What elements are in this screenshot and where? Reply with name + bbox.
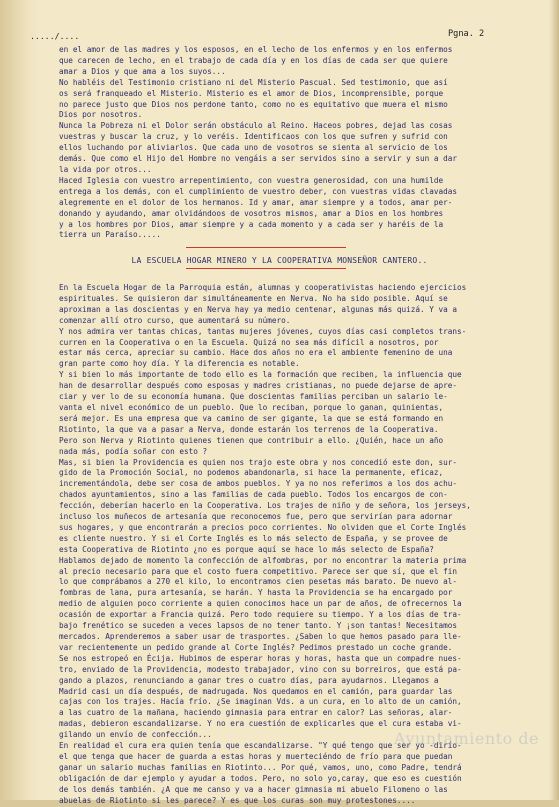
archive-watermark: Ayuntamiento de bbox=[394, 729, 539, 748]
page-number: Pgna. 2 bbox=[448, 29, 485, 39]
body-paragraph-1: en el amor de las madres y los esposos, en el lecho de los enfermos y en los enfermos que carecen de lecho, en el trabajo de cada día y en los días de cada ser que quiere amar a Dios y que ama a los suyos... No habléis del Testimonio cristiano ni del Misterio Pascual. Sed testimonio, que así os será franqueado el Misterio. Misterio es el amor de Dios, incomprensible, porque no parece justo que Dios nos perdone tanto, como no es equitativo que muera el mismo Dios por nosotros. Nunca la Pobreza ni el Dolor serán obstáculo al Reino. Haceos pobres, dejad las cosas vuestras y buscar la cruz, y lo veréis. Identificaos con los que sufren y sufrid con ellos luchando por aliviarlos. Que cada uno de vosotros se sienta al servicio de los demás. Que como el Hijo del Hombre no vengáis a ser servidos sino a servir y sun a dar la vida por otros... Haced Iglesia con vuestro arrepentimiento, con vuestra generosidad, con una humilde entrega a los demás, con el cumplimiento de vuestro deber, con vuestras vidas clavadas alegremente en el dolor de los hermanos. Id y amar, amar siempre y a todos, amar per- donando y ayudando, amar olvidándoos de vosotros mismos, amar a Dios en los hombres y a los hombres por Dios, amar siempre y a cada momento y a cada ser y haréis de la tierra un Paraíso..... bbox=[59, 45, 458, 240]
continuation-mark: ...../.... bbox=[30, 31, 80, 41]
paper-edge-shadow-right bbox=[549, 0, 559, 800]
body-paragraph-2: En la Escuela Hogar de la Parroquia están, alumnas y cooperativistas haciendo ejercicios espirituales. Se quisieron dar simultáneamente en Nerva. No ha sido posible. Aquí se aproximan a las doscientas y en Nerva hay ya medio centenar, algunas más quizá. Y va a comenzar allí otro curso, que aumentará su número. Y nos admira ver tantas chicas, tantas mujeres jóvenes, cuyos días casi completos trans- curren en la Cooperativa o en la Escuela. Quizá no sea más difícil a nosotros, por estar más cerca, apreciar su cambio. Hace dos años no era el ambiente femenino de una gran parte como hoy día. Y la diferencia es notable. Y si bien lo más importante de todo ello es la formación que reciben, la influencia que han de desarrollar después como esposas y madres cristianas, no puede dejarse de apre- ciar y ver lo de su economía humana. Que doscientas familias perciban un salario le- vanta el nivel económico de un pueblo. Que lo reciban, porque lo ganan, quinientas, será mejor. Es una empresa que va camino de ser gigante, la que se está formando en Riotinto, la que va a pasar a Nerva, donde estarán los terrenos de la Cooperativa. Pero son Nerva y Riotinto quienes tienen que contribuir a ello. ¿Quién, hace un año nada más, podía soñar con esto ? Mas, si bien la Providencia es quien nos trajo este obra y nos concedió este don, sur- gido de la Promoción Social, no podemos abandonarla, si hace la permanente, eficaz, incrementándola, debe ser cosa de ambos pueblos. Y ya no nos referimos a los dos achu- chados ayuntamientos, sino a las familias de cada pueblo. Todos los encargos de con- fección, deberían hacerlo en la Cooperativa. Los trajes de niño y de señora, los jerseys, incluso los muñecos de artesanía que reconocemos fue, pero que servirían para adornar sus hogares, y que encontrarán a precios poco corrientes. No olviden que el Corte Inglés es cliente nuestro. Y si el Corte Inglés es lo más selecto de España, y se provee de esta Cooperativa de Riotinto ¿no es porque aquí se hace lo más selecto de España? Hablamos dejado de momento la confección de alfombras, por no encontrar la materia prima al precio necesario para que el costo fuera competitivo. Parece ser que sí, que el fin lo que comprábamos a 270 el kilo, lo encontramos cien pesetas más barato. De nuevo al- fombras de lana, pura artesanía, se harán. Y hasta la Providencia se ha encargado por medio de alguien poco corriente a quien conocimos hace un par de años, de ofrecernos la ocasión de exportar a Francia quizá. Pero todo requiere su tiempo. Y a los días de tra- bajo frenético se suceden a veces lapsos de no tener tanto. Y ¡son tantas! Necesitamos mercados. Aprenderemos a saber usar de trasportes. ¿Saben lo que hemos pasado para lle- var recientemente un pedido grande al Corte Inglés? Pedimos prestado un coche grande. Se nos estropeó en Écija. Hubimos de esperar horas y horas, hasta que un compadre nues- tro, enviado de la Providencia, modesto trabajador, vino con su borreiros, que está pa- gando a plazos, renunciando a ganar tres o cuatro días, para ayudarnos. Llegamos a Madrid casi un día después, de madrugada. Nos quedamos en el camión, para guardar las cajas con los trajes. Hacía frío. ¿Se imaginan Vds. a un cura, en lo alto de un camión, a las cuatro de la mañana, haciendo gimnasia para entrar en calor? Las señoras, alar- madas, debieron escandalizarse. Y no era cuestión de explicarles que el cura estaba vi- gilando un envío de confección... En realidad el cura era quien tenía que escandalizarse. "Y qué tengo que ser yo -dirío- el que tenga que hacer de guarda a estas horas y muerteciéndo de frío para que puedan ganar un salario muchas familias en Riotinto... Por qué, vamos, uno, como Padre, tendrá obligación de dar ejemplo y ayudar a todos. Pero, no solo yo,caray, que eso es cuestión de los demás también. ¿A que me canso y va a hacer gimnasia mi abuelo Filomeno o las abuelas de Riotinto si les parece? Y es que los curas son muy protestones.... bbox=[59, 283, 471, 805]
section-title: LA ESCUELA HOGAR MINERO Y LA COOPERATIVA MONSEÑOR CANTERO.. bbox=[131, 256, 428, 265]
title-rule-top bbox=[186, 247, 346, 248]
title-rule-bottom bbox=[186, 268, 346, 269]
paper-edge-shadow-left bbox=[0, 0, 40, 800]
